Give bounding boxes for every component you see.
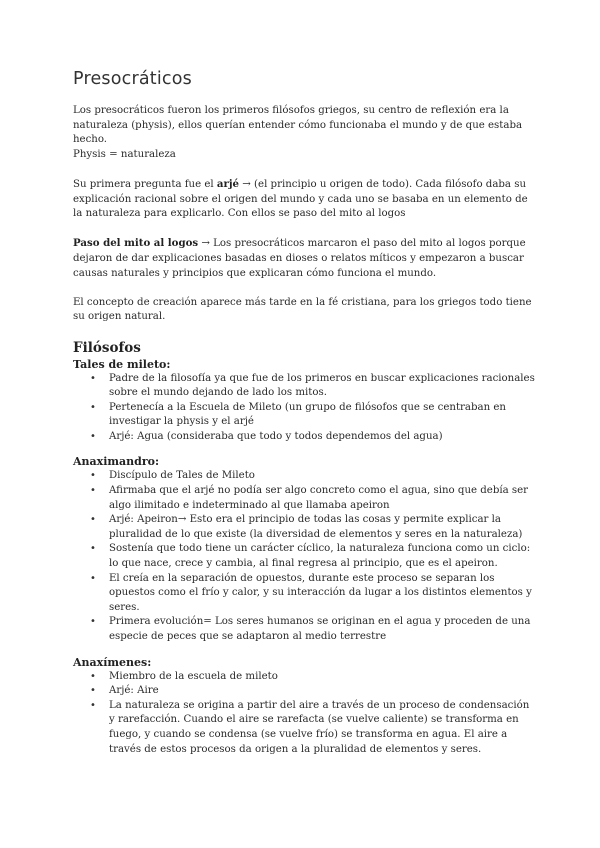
section-title-filosofos: Filósofos	[73, 339, 141, 356]
philosopher-heading-tales: Tales de mileto:	[73, 357, 171, 371]
arje-term: arjé	[216, 177, 240, 190]
list-item: • Sostenía que todo tiene un carácter cíclico, la naturaleza funciona como un ciclo: lo que nace, crece y cambia, al final regresa al principio, que es el apeiron.	[109, 542, 535, 571]
intro-paragraph-4: El concepto de creación aparece más tarde en la fé cristiana, para los griegos todo tiene su origen natural.	[73, 296, 532, 323]
list-item: • Arjé: Apeiron→ Esto era el principio de todas las cosas y permite explicar la pluralidad de lo que existe (la diversidad de elementos y seres en la naturaleza)	[109, 513, 535, 542]
anaximandro-bullet-list	[73, 469, 535, 644]
intro-paragraph-3	[73, 236, 535, 281]
list-item: • Primera evolución= Los seres humanos se originan en el agua y proceden de una especie de peces que se adaptaron al medio terrestre	[109, 615, 535, 644]
philosopher-heading-anaximenes: Anaxímenes:	[73, 655, 152, 669]
list-item: • Miembro de la escuela de mileto	[109, 670, 535, 685]
list-item: • Discípulo de Tales de Mileto	[109, 469, 535, 484]
mito-logos-term: Paso del mito al logos	[73, 237, 199, 250]
list-item: • Arjé: Agua (consideraba que todo y todos dependemos del agua)	[109, 430, 535, 445]
list-item: • El creía en la separación de opuestos, durante este proceso se separan los opuestos como el frío y calor, y su interacción da lugar a los distintos elementos y seres.	[109, 572, 535, 616]
philosopher-heading-anaximandro: Anaximandro:	[73, 455, 160, 469]
anaximenes-bullet-list	[73, 670, 535, 758]
p3-text-after: → Los presocráticos marcaron el paso del mito al logos porque dejaron de dar explicaciones basadas en dioses o relatos míticos y empezaron a buscar causas naturales y principios que explicaran cómo funciona el mundo.	[73, 238, 526, 279]
physis-definition: Physis = naturaleza	[73, 148, 176, 160]
document-content	[73, 68, 535, 757]
intro-paragraph-2	[73, 177, 535, 222]
list-item: • Arjé: Aire	[109, 684, 535, 699]
tales-bullet-list	[73, 372, 535, 445]
page-title: Presocráticos	[73, 69, 192, 89]
list-item: • La naturaleza se origina a partir del aire a través de un proceso de condensación y rarefacción. Cuando el aire se rarefacta (se vuelve caliente) se transforma en fuego, y cuando se condensa (se vuelve frío) se transforma en agua. El aire a través de estos procesos da origen a la pluralidad de elementos y seres.	[109, 699, 535, 757]
p2-text-after: → (el principio u origen de todo). Cada filósofo daba su explicación racional sobre el origen del mundo y cada uno se basaba en un elemento de la naturaleza para explicarlo. Con ellos se paso del mito al logos	[73, 178, 528, 220]
intro-paragraph-1	[73, 104, 535, 162]
list-item: • Afirmaba que el arjé no podía ser algo concreto como el agua, sino que debía ser algo ilimitado e indeterminado al que llamaba apeiron	[109, 484, 535, 513]
list-item: • Pertenecía a la Escuela de Mileto (un grupo de filósofos que se centraban en investigar la physis y el arjé	[109, 401, 535, 430]
p2-text-before: Su primera pregunta fue el	[73, 178, 217, 190]
list-item: • Padre de la filosofía ya que fue de los primeros en buscar explicaciones racionales sobre el mundo dejando de lado los mitos.	[109, 372, 535, 401]
intro-p1-text: Los presocráticos fueron los primeros filósofos griegos, su centro de reflexión era la naturaleza (physis), ellos querían entender cómo funcionaba el mundo y de que estaba hecho.	[73, 105, 523, 146]
